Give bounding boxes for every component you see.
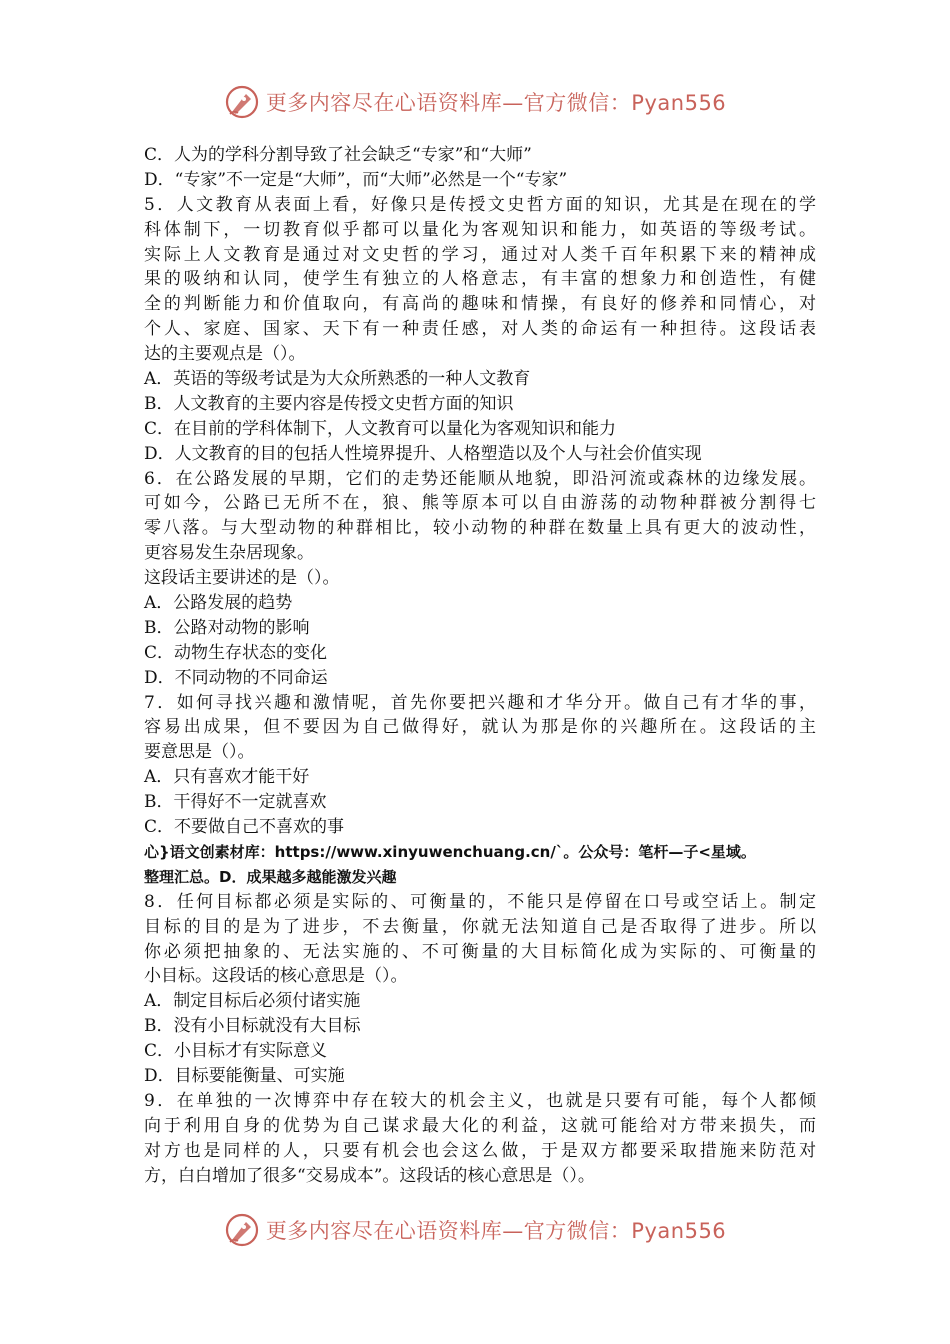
text-line: D．目标要能衡量、可实施 (144, 1065, 345, 1086)
text-line: 目标的目的是为了进步，不去衡量，你就无法知道自己是否取得了进步。所以 (144, 916, 816, 937)
text-line: 方，白白增加了很多“交易成本”。这段话的核心意思是（）。 (144, 1165, 595, 1186)
text-line: 可如今，公路已无所不在，狼、熊等原本可以自由游荡的动物种群被分割得七 (144, 493, 816, 514)
text-line: 这段话主要讲述的是（）。 (144, 568, 340, 589)
text-line: 6．在公路发展的早期，它们的走势还能顺从地貌，即沿河流或森林的边缘发展。 (144, 468, 816, 489)
text-line: 8．任何目标都必须是实际的、可衡量的，不能只是停留在口号或空话上。制定 (144, 891, 816, 912)
text-line: 个人、家庭、国家、天下有一种责任感，对人类的命运有一种担待。这段话表 (144, 319, 816, 340)
text-line: A．只有喜欢才能干好 (144, 767, 310, 788)
text-line: B．公路对动物的影响 (144, 617, 310, 638)
header-banner (0, 80, 950, 124)
text-line: B．人文教育的主要内容是传授文史哲方面的知识 (144, 393, 514, 414)
pen-nib-logo-icon (224, 1212, 260, 1248)
text-line: 你必须把抽象的、无法实施的、不可衡量的大目标简化成为实际的、可衡量的 (144, 941, 816, 962)
text-line: 对方也是同样的人，只要有机会也会这么做，于是双方都要采取措施来防范对 (144, 1140, 816, 1161)
text-line: 果的吸纳和认同，使学生有独立的人格意志，有丰富的想象力和创造性，有健 (144, 269, 816, 290)
text-line: D．“专家”不一定是“大师”，而“大师”必然是一个“专家” (144, 169, 568, 190)
text-line: 向于利用自身的优势为自己谋求最大化的利益，这就可能给对方带来损失，而 (144, 1115, 816, 1136)
banner-text: 更多内容尽在心语资料库—官方微信：Pyan556 (265, 91, 727, 115)
text-line: C．动物生存状态的变化 (144, 642, 328, 663)
text-line: C．人为的学科分割导致了社会缺乏“专家”和“大师” (144, 145, 532, 165)
text-line: 心}语文创素材库：https://www.xinyuwenchuang.cn/`。公众号：笔杆—子<星域。 (144, 842, 756, 861)
text-line: 更容易发生杂居现象。 (144, 543, 314, 564)
text-line: D．不同动物的不同命运 (144, 667, 328, 688)
text-line: A．英语的等级考试是为大众所熟悉的一种人文教育 (144, 369, 531, 390)
text-line: 达的主要观点是（）。 (144, 344, 306, 365)
text-line: 容易出成果，但不要因为自己做得好，就认为那是你的兴趣所在。这段话的主 (144, 717, 816, 738)
text-line: 零八落。与大型动物的种群相比，较小动物的种群在数量上具有更大的波动性， (144, 518, 816, 539)
text-line: C．不要做自己不喜欢的事 (144, 817, 345, 838)
footer-banner (0, 1208, 950, 1252)
text-line: 5．人文教育从表面上看，好像只是传授文史哲方面的知识，尤其是在现在的学 (144, 194, 816, 215)
banner-text: 更多内容尽在心语资料库—官方微信：Pyan556 (265, 1219, 727, 1243)
text-line: 小目标。这段话的核心意思是（）。 (144, 966, 408, 987)
text-line: A．公路发展的趋势 (144, 593, 293, 614)
document-body (144, 143, 816, 1188)
text-line: A．制定目标后必须付诸实施 (144, 991, 361, 1012)
text-line: 9．在单独的一次博弈中存在较大的机会主义，也就是只要有可能，每个人都倾 (144, 1090, 816, 1111)
text-line: 实际上人文教育是通过对文史哲的学习，通过对人类千百年积累下来的精神成 (144, 244, 816, 265)
text-line: 科体制下，一切教育似乎都可以量化为客观知识和能力，如英语的等级考试。 (144, 219, 816, 240)
text-line: B．没有小目标就没有大目标 (144, 1016, 361, 1037)
text-line: B．干得好不一定就喜欢 (144, 792, 327, 813)
text-line: 7．如何寻找兴趣和激情呢，首先你要把兴趣和才华分开。做自己有才华的事， (144, 692, 816, 713)
text-line: C．小目标才有实际意义 (144, 1041, 328, 1062)
text-line: 全的判断能力和价值取向，有高尚的趣味和情操，有良好的修养和同情心，对 (144, 294, 816, 315)
text-line: C．在目前的学科体制下，人文教育可以量化为客观知识和能力 (144, 418, 617, 439)
text-line: 整理汇总。D．成果越多越能激发兴趣 (144, 867, 397, 886)
pen-nib-logo-icon (224, 84, 260, 120)
text-line: 要意思是（）。 (144, 742, 255, 763)
text-line: D．人文教育的目的包括人性境界提升、人格塑造以及个人与社会价值实现 (144, 443, 702, 464)
